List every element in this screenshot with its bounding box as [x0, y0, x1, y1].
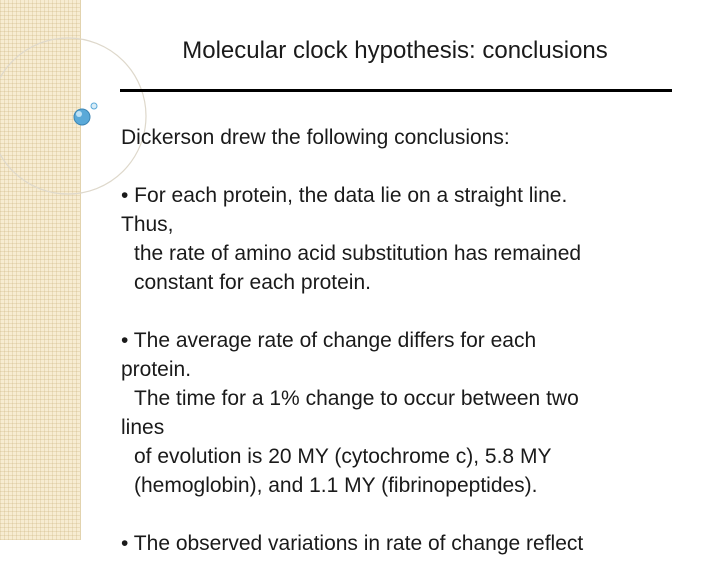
slide-body	[121, 123, 681, 587]
bullet-line: • The observed variations in rate of change reflect	[121, 532, 584, 555]
intro-text	[121, 123, 681, 152]
bullet-line: protein.	[121, 358, 192, 381]
bullet-line: The time for a 1% change to occur between two	[134, 387, 579, 410]
bullet-line: Thus,	[121, 213, 174, 236]
intro-line: Dickerson drew the following conclusions:	[121, 126, 510, 149]
blue-bubble-large	[74, 109, 90, 125]
bullet-line: (hemoglobin), and 1.1 MY (fibrinopeptides).	[134, 474, 538, 497]
bullet-item	[121, 326, 681, 500]
bullet-line: constant for each protein.	[134, 271, 371, 294]
bullet-line: • For each protein, the data lie on a straight line.	[121, 184, 568, 207]
bullet-line: lines	[121, 416, 165, 439]
bullet-line: the rate of amino acid substitution has remained	[134, 242, 582, 265]
blue-bubble-small	[91, 103, 97, 109]
bullet-item	[121, 181, 681, 297]
slide-title: Molecular clock hypothesis: conclusions	[182, 37, 608, 64]
bullet-line: • The average rate of change differs for each	[121, 329, 537, 352]
title-underline	[120, 89, 672, 92]
bullet-line: of evolution is 20 MY (cytochrome c), 5.8 MY	[134, 445, 552, 468]
blue-bubble-large-highlight	[76, 111, 82, 117]
bullet-item	[121, 529, 681, 558]
